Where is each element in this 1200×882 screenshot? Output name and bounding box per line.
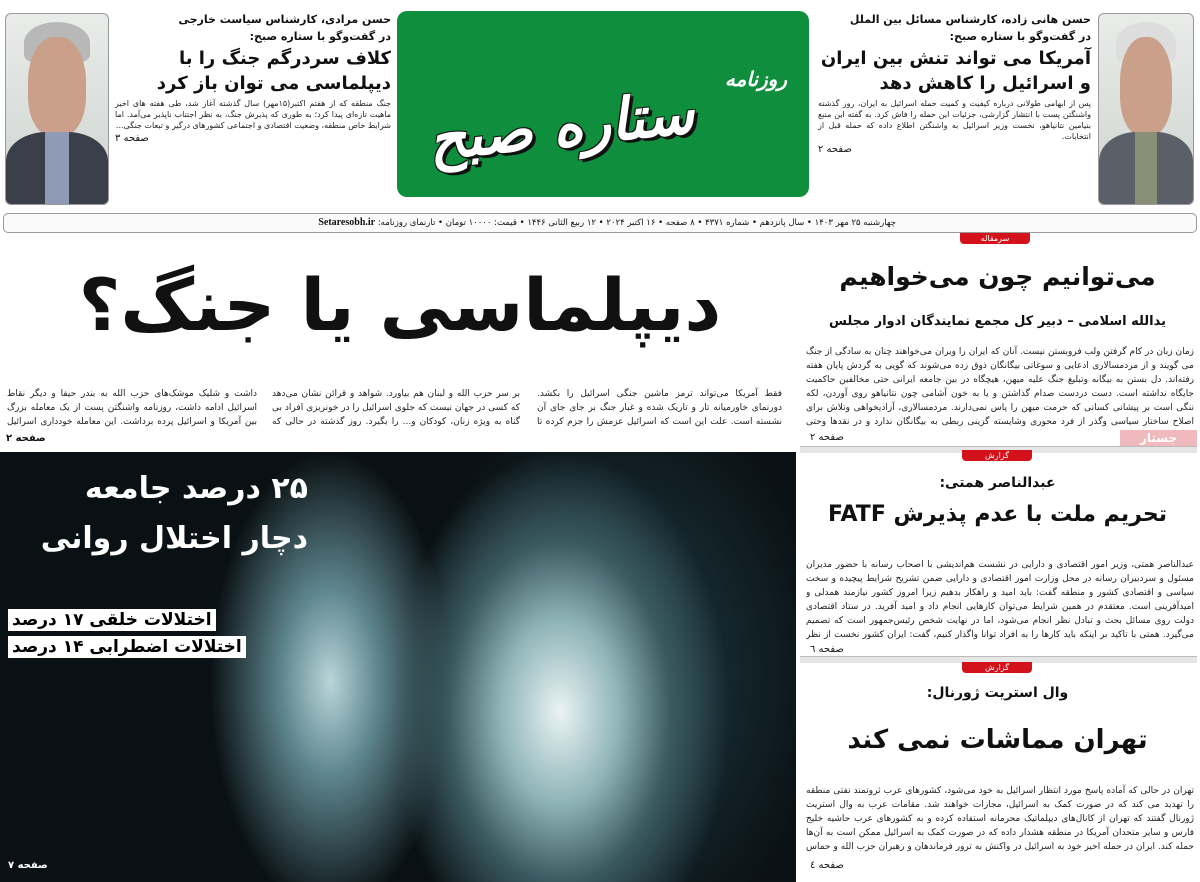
masthead-prefix: روزنامه: [724, 67, 787, 91]
report-headline: تحریم ملت با عدم پذیرش FATF: [827, 502, 1167, 527]
feature-headline: ۲۵ درصد جامعه: [84, 471, 308, 506]
portrait-photo: [5, 13, 109, 205]
teaser-headline: [818, 46, 1091, 96]
page-ref[interactable]: صفحه ۷: [8, 860, 48, 871]
section-tag: گزارش: [962, 662, 1032, 673]
date-bar: [3, 213, 1197, 233]
teaser-headline-line: کلاف سردرگم جنگ: [221, 48, 391, 69]
page-ref[interactable]: صفحه ۲: [818, 144, 852, 155]
masthead: [397, 11, 809, 197]
teaser-kicker: حسن مرادی، کارشناس سیاست خارجی: [178, 13, 391, 26]
page-ref[interactable]: صفحه ٦: [810, 644, 844, 655]
report-body: عبدالناصر همتی، وزیر امور اقتصادی و دارایی در نشست هم‌اندیشی با اصحاب رسانه با حضور مدیران مسئول و سردبیران رسانه در محل وزارت امور اقتصادی و دارایی ضمن تشریح شرایط پیچیده و سخت سیاسی و اقتصادی کشور و منطقه گفت: باید امید و راهکار بدهیم زیرا امروز کشور نیازمند همدلی و امیدآفرینی است. معتقدم در همین شرایط می‌توان کارهایی انجام داد و امید آفرید. در ستاد اقتصادی دولت روی مسائل بحث و تبادل نظر انجام می‌شود، اما در نهایت شخص رئیس‌جمهور است که تصمیم می‌گیرد. همتی با تاکید بر اینکه باید کارها را به افراد توانا واگذار کنیم، گفت: ایران کشور نخست از نظر: [806, 560, 1194, 640]
lead-headline: دیپلماسی یا جنگ؟: [78, 263, 722, 347]
feature-subhead: اختلالات خلقی ۱۷ درصد: [8, 609, 216, 631]
issue-info: چهارشنبه ۲۵ مهر ۱۴۰۳ • سال پانزدهم • شماره ۴۳۷۱ • ۸ صفحه • ۱۶ اکتبر ۲۰۲۴ • ۱۲ ربیع الثانی ۱۴۴۶ • قیمت: ۱۰۰۰۰ تومان • تارنمای روزنامه:: [377, 218, 896, 228]
teaser-body: جنگ منطقه که از هفتم اکتبر(۱۵مهر) سال گذشته آغاز شد، طی هفته های اخیر ماهیت تازه‌ای پیدا کرد؛ به طوری که پذیرش جنگ، به نظر اجتناب ناپذیر می‌آمد. اما شرایط خاص منطقه، وضعیت اقتصادی و اجتماعی کشورهای درگیر و تبعات جنگی...: [115, 99, 391, 130]
teaser-kicker: در گفت‌وگو با ستاره صبح:: [949, 30, 1091, 43]
lead-column: فقط آمریکا می‌تواند ترمز ماشین جنگی اسرائیل را بکشد. دورنمای خاورمیانه تار و تاریک شده و غبار جنگ بر جای جای آن نشسته است. علت این است که اسرائیل عزمش را جزم کرده تا: [537, 389, 782, 427]
website-link[interactable]: Setaresobh.ir: [318, 217, 376, 228]
top-left-teaser[interactable]: [3, 8, 395, 208]
lead-column: داشت و شلیک موشک‌های حزب الله به بندر حیفا و دیگر نقاط اسرائیل ادامه داشت، روزنامه واشنگتن پست از یک معامله بزرگ بین آمریکا و اسرائیل پرده برداشت. این معامله خودداری اسرائیل: [7, 389, 257, 427]
feature-subhead: اختلالات اضطرابی ۱۴ درصد: [8, 636, 246, 658]
editorial-headline: می‌توانیم چون می‌خواهیم: [839, 262, 1156, 291]
teaser-headline-line: آمریکا می تواند تنش بین ایران: [820, 48, 1091, 69]
watermark: جستار: [1120, 430, 1197, 446]
teaser-kicker: در گفت‌وگو با ستاره صبح:: [249, 30, 391, 43]
editorial-byline: یدالله اسلامی – دبیر کل مجمع نمایندگان ادوار مجلس: [828, 314, 1167, 329]
report-headline: تهران مماشات نمی کند: [847, 725, 1148, 755]
section-tag: گزارش: [962, 450, 1032, 461]
portrait-photo: [1098, 13, 1194, 205]
teaser-headline-line: را با دیپلماسی می توان باز کرد: [156, 48, 391, 94]
teaser-body: پس از ابهامی طولانی درباره کیفیت و کمیت حمله اسرائیل به ایران، روز گذشته واشنگتن پست با انتشار گزارشی، جزئیات این حمله را فاش کرد. به گفته این منبع بنیامین نتانیاهو، نخست وزیر اسرائیل به واشنگتن اطلاع داده که حمله قبل از انتخابات.: [818, 99, 1091, 141]
masthead-logo: ستاره صبح: [424, 78, 698, 174]
section-tag: سرمقاله: [960, 233, 1030, 244]
report-body: تهران در حالی که آماده پاسخ مورد انتظار اسرائیل به خود می‌شود، کشورهای عرب ثروتمند نفتی منطقه را تهدید می کند که در صورت کمک به اسرائیل، مجازات خواهند شد. مقامات عرب به وال استریت ژورنال گفتند که تهران از کانال‌های دیپلماتیک محرمانه استفاده کرده و به کشورهای عرب حاشیه خلیج فارس و سایر متحدان آمریکا در منطقه هشدار داده که در صورت کمک به اسرائیل ممکن است به آن‌ها حمله کند. ایران در حمله اخیر خود به اسرائیل در واکنش به ترور فرماندهان و رهبران حزب الله و حماس: [806, 786, 1194, 852]
top-right-teaser[interactable]: [810, 8, 1197, 208]
page-ref[interactable]: صفحه ۲: [6, 433, 46, 444]
page-ref[interactable]: صفحه ٤: [810, 860, 844, 871]
editorial-body: زمان زبان در کام گرفتن ولب فروبستن نیست. آنان که ایران را ویران می‌خواهند چنان به سادگی از جنگ می گویند و از مردمسالاری ادعایی و سوغاتی بیگانگان ذوق زده می‌شوند که گویی به گردش پایان هفته رفته‌اند. دل بستن به بیگانه وتبلیغ جنگ علیه میهن، هیچگاه در بین جامعه ایرانی حتی مخالفین حاکمیت جایگاه نداشته است. دست دردست صدام گذاشتن و یا به خون آشامی چون نتانیاهو روی آوردن، لکه ننگی است بر پیشانی کسانی که حرمت میهن را پاس نمی‌دارند. مردمسالاری، آزادیخواهی وتلاش برای اصلاح ساختار سیاسی وگذر از فرد محوری وشایسته گزینی ربطی به بیگانگان ندارد و در نقدها وحتی: [806, 347, 1194, 427]
teaser-headline-line: و اسرائیل را کاهش دهد: [879, 73, 1091, 94]
report-kicker: عبدالناصر همتی:: [939, 475, 1056, 491]
lead-column: بر سر حزب الله و لبنان هم بیاورد. شواهد و قرائن نشان می‌دهد که کسی در جهان نیست که جلوی اسرائیل را در خونریزی افراد بی گناه به ویژه زنان، کودکان و... را بگیرد. روز گذشته در حالی که: [272, 389, 520, 427]
page-ref[interactable]: صفحه ۲: [810, 432, 844, 443]
page-ref[interactable]: صفحه ۳: [115, 133, 149, 144]
report-kicker: وال استریت ژورنال:: [926, 685, 1069, 701]
teaser-kicker: حسن هانی زاده، کارشناس مسائل بین الملل: [849, 13, 1091, 26]
feature-headline: دچار اختلال روانی: [40, 521, 308, 556]
teaser-headline: [115, 46, 391, 96]
feature-image[interactable]: [0, 452, 796, 882]
